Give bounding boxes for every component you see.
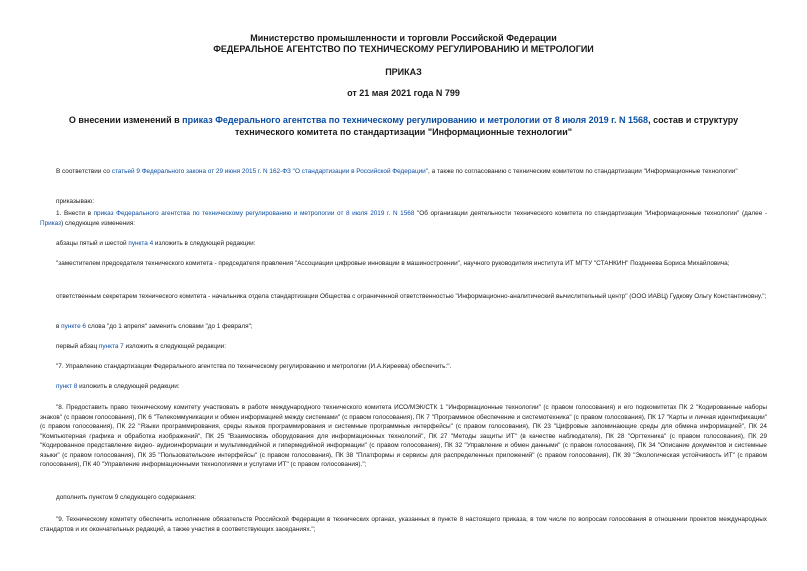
text: , а также по согласованию с техническим комитетом по стандартизации "Информационные технологии" [428, 168, 738, 175]
item-6-link[interactable]: пункте 6 [61, 323, 86, 330]
text: изложить в следующей редакции: [153, 240, 256, 247]
document-type: ПРИКАЗ [385, 67, 422, 77]
paragraph-item-7-change [56, 342, 767, 352]
text: в [56, 323, 62, 330]
paragraph-item-4-change [56, 239, 767, 249]
paragraph-item-7-text: "7. Управлению стандартизации Федерального агентства по техническому регулированию и метрологии (И.А.Киреева) обеспечить:". [56, 363, 452, 370]
paragraph-item-6-change [56, 322, 767, 332]
paragraph-item-8-text: "8. Предоставить право техническому комитету участвовать в работе международного технического комитета ИСО/МЭК/СТК 1 "Информационные технологии" (с правом голосования) и его подкомитетах ПК 2 "Кодированные наборы знаков" (с правом голосования), ПК 6 "Телекоммуникации и обмен информацией между системами" (с правом голосования), ПК 7 "Программное обеспечение и системотехника" (с правом голосования), ПК 17 "Карты и личная идентификации" (с правом голосования), ПК 22 "Языки программирования, среды языков программирования и системные программные интерфейсы" (с правом голосования), ПК 23 "Цифровые запоминающие среды для обмена информацией", ПК 24 "Компьютерная графика и обработка изображений", ПК 25 "Взаимосвязь оборудования для информационных технологий", ПК 27 "Методы защиты ИТ" (в качестве наблюдателя), ПК 28 "Оргтехника" (с правом голосования), ПК 29 "Кодированное представление видео- аудиоинформации и мультимедийной и гипермедийной информации" (с правом голосования), ПК 32 "Управление и обмен данными" (с правом голосования), ПК 34 "Описание документов и системные языки" (с правом голосования), ПК 35 "Пользовательские интерфейсы" (с правом голосования), ПК 38 "Платформы и сервисы для распределенных приложений" (с правом голосования), ПК 39 "Экологическая устойчивость ИТ" (с правом голосования), ПК 40 "Управление информационными технологиями и услугами ИТ" (с правом голосования)."; [40, 404, 767, 468]
item-8-link[interactable]: пункт 8 [56, 383, 78, 390]
paragraph-deputy-chair: "заместителем председателя технического комитета - председателя правления "Ассоциации цифровые инновации в машиностроении", научного руководителя института ИТ МГТУ "СТАНКИН" Позднеева Бориса Михайловича; [56, 260, 730, 267]
text: ) следующие изменения: [61, 219, 136, 227]
text: В соответствии со [56, 168, 112, 175]
text: изложить в следующей редакции: [77, 383, 180, 390]
text: абзацы пятый и шестой [56, 240, 129, 247]
text: "Об организации деятельности технического комитета по стандартизации "Информационные технологии" (далее - [414, 210, 767, 217]
item-4-link[interactable]: пункта 4 [128, 240, 154, 247]
title-order-link[interactable]: приказ Федерального агентства по техническому регулированию и метрологии от 8 июля 2019 г. N 1568 [182, 115, 649, 125]
order-short-link[interactable]: Приказ [40, 219, 62, 227]
paragraph-item-1 [40, 209, 767, 228]
paragraph-secretary: ответственным секретарем технического комитета - начальника отдела стандартизации Общества с ограниченной ответственностью "Информационно-аналитический вычислительный центр" (ООО ИАВЦ) Гудкову Ольгу Константиновну."; [56, 293, 767, 300]
paragraph-item-9-text: "9. Техническому комитету обеспечить исполнение обязательств Российской Федерации в технических органах, указанных в пункте 8 настоящего приказа, в том числе по вопросам голосования в отношении проектов международных стандартов и их окончательных редакций, а также участия в соответствующих заседаниях."; [40, 516, 767, 533]
agency-name: ФЕДЕРАЛЬНОЕ АГЕНТСТВО ПО ТЕХНИЧЕСКОМУ РЕГУЛИРОВАНИЮ И МЕТРОЛОГИИ [213, 44, 594, 54]
ministry-name: Министерство промышленности и торговли Российской Федерации [250, 33, 557, 43]
paragraph-item-8-change [56, 382, 767, 392]
paragraph-order-word: приказываю: [56, 198, 94, 205]
item-7-link[interactable]: пункта 7 [98, 343, 124, 350]
text: изложить в следующей редакции: [123, 343, 226, 350]
text: первый абзац [56, 343, 99, 350]
title-text-2: , состав и структуру технического комитета по стандартизации "Информационные технологии" [234, 115, 739, 137]
paragraph-add-item-9: дополнить пунктом 9 следующего содержания: [56, 494, 196, 501]
document-title [40, 114, 767, 138]
document-date-number: от 21 мая 2021 года N 799 [347, 88, 460, 98]
title-text-1: О внесении изменений в [68, 115, 183, 125]
text: 1. Внести в [56, 210, 94, 217]
federal-law-link[interactable]: статьей 9 Федерального закона от 29 июня 2015 г. N 162-ФЗ "О стандартизации в Российской Федерации" [111, 168, 429, 175]
text: слова "до 1 апреля" заменить словами "до 1 февраля"; [85, 323, 253, 330]
order-1568-link[interactable]: приказ Федерального агентства по техническому регулированию и метрологии от 8 июля 2019 г. N 1568 [93, 210, 415, 217]
paragraph-basis [40, 167, 767, 177]
